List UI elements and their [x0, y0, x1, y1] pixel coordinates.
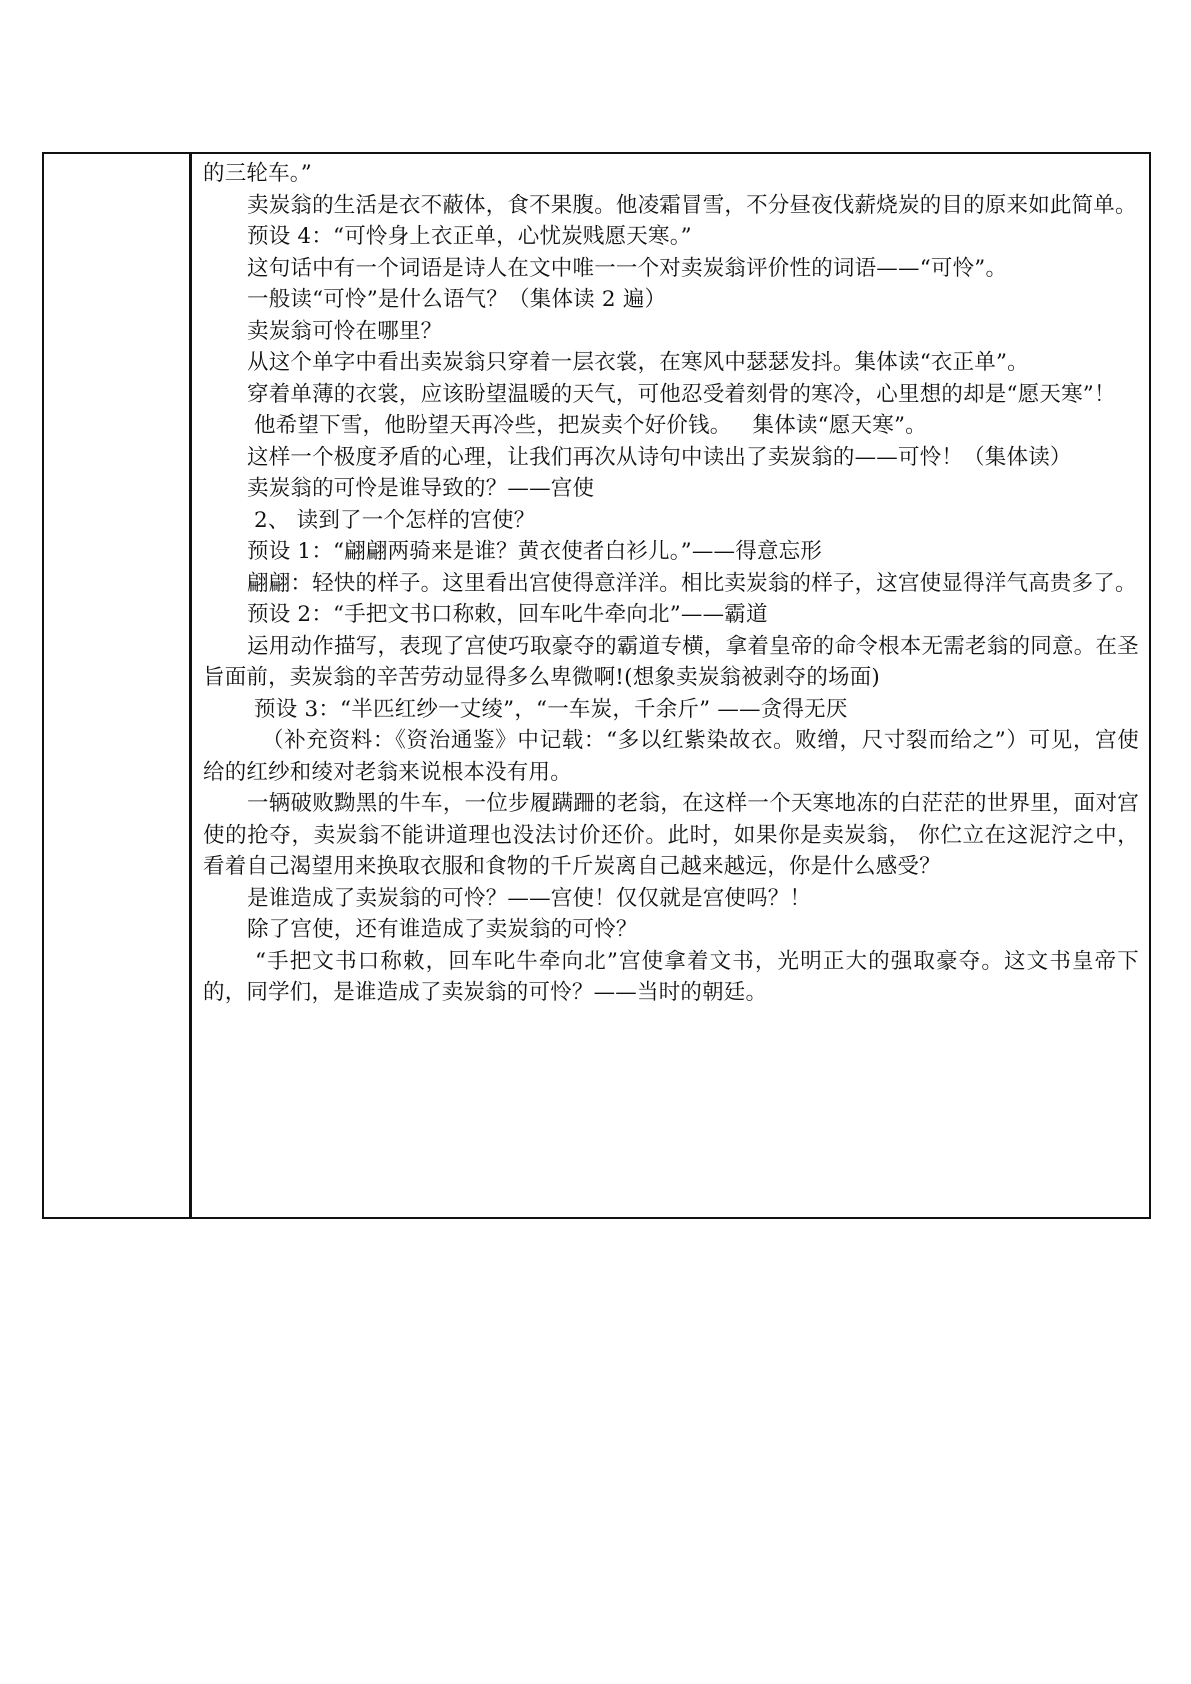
- paragraph: 是谁造成了卖炭翁的可怜？——宫使！仅仅就是宫使吗？！: [247, 885, 812, 911]
- paragraph: 卖炭翁可怜在哪里？: [247, 318, 443, 344]
- paragraph: 运用动作描写，表现了宫使巧取豪夺的霸道专横，拿着皇帝的命令根本无需老翁的同意。在圣旨面前，卖炭翁的辛苦劳动显得多么卑微啊!(想象卖炭翁被剥夺的场面): [203, 633, 1139, 690]
- paragraph: 预设 4：“可怜身上衣正单，心忧炭贱愿天寒。”: [247, 224, 692, 249]
- paragraph: 预设 1：“翩翩两骑来是谁？黄衣使者白衫儿。”——得意忘形: [247, 539, 823, 564]
- paragraph: 除了宫使，还有谁造成了卖炭翁的可怜？: [247, 917, 638, 942]
- paragraph: 从这个单字中看出卖炭翁只穿着一层衣裳，在寒风中瑟瑟发抖。集体读“衣正单”。: [247, 350, 1029, 375]
- paragraph: 他希望下雪，他盼望天再冷些，把炭卖个好价钱。 集体读“愿天寒”。: [247, 413, 927, 438]
- paragraph: 这句话中有一个词语是诗人在文中唯一一个对卖炭翁评价性的词语——“可怜”。: [247, 255, 1008, 281]
- paragraph: 预设 2：“手把文书口称敕，回车叱牛牵向北”——霸道: [247, 602, 768, 627]
- paragraph: 预设 3：“半匹红纱一丈绫”，“一车炭，千余斤” ——贪得无厌: [247, 696, 848, 722]
- paragraph: 翩翩：轻快的样子。这里看出宫使得意洋洋。相比卖炭翁的样子，这宫使显得洋气高贵多了。: [247, 570, 1137, 596]
- content-column-cell: [192, 154, 1149, 1217]
- paragraph: 一辆破败黝黑的牛车，一位步履蹒跚的老翁，在这样一个天寒地冻的白茫茫的世界里，面对宫使的抢夺，卖炭翁不能讲道理也没法讨价还价。此时，如果你是卖炭翁， 你伫立在这泥泞之中，看着自己渴望用来换取衣服和食物的千斤炭离自己越来越远，你是什么感受？: [203, 791, 1139, 879]
- paragraph: 这样一个极度矛盾的心理，让我们再次从诗句中读出了卖炭翁的——可怜！（集体读）: [247, 444, 1072, 470]
- paragraph: （补充资料：《资治通鉴》中记载：“多以红紫染故衣。败缯，尺寸裂而给之”）可见，宫使给的红纱和绫对老翁来说根本没有用。: [203, 728, 1140, 785]
- label-column-cell: [44, 154, 192, 1217]
- paragraph: 的三轮车。”: [203, 161, 312, 186]
- paragraph: “手把文书口称敕，回车叱牛牵向北”宫使拿着文书，光明正大的强取豪夺。这文书皇帝下的，同学们，是谁造成了卖炭翁的可怜？——当时的朝廷。: [203, 948, 1139, 1005]
- lesson-table: [42, 152, 1151, 1219]
- paragraph: 穿着单薄的衣裳，应该盼望温暖的天气，可他忍受着刻骨的寒冷，心里想的却是“愿天寒”！: [247, 381, 1116, 407]
- paragraph: 卖炭翁的生活是衣不蔽体，食不果腹。他凌霜冒雪，不分昼夜伐薪烧炭的目的原来如此简单。: [247, 192, 1137, 218]
- section-heading: 2、 读到了一个怎样的宫使？: [247, 507, 536, 533]
- paragraph: 一般读“可怜”是什么语气？（集体读 2 遍）: [247, 287, 667, 312]
- paragraph: 卖炭翁的可怜是谁导致的？——宫使: [247, 476, 595, 501]
